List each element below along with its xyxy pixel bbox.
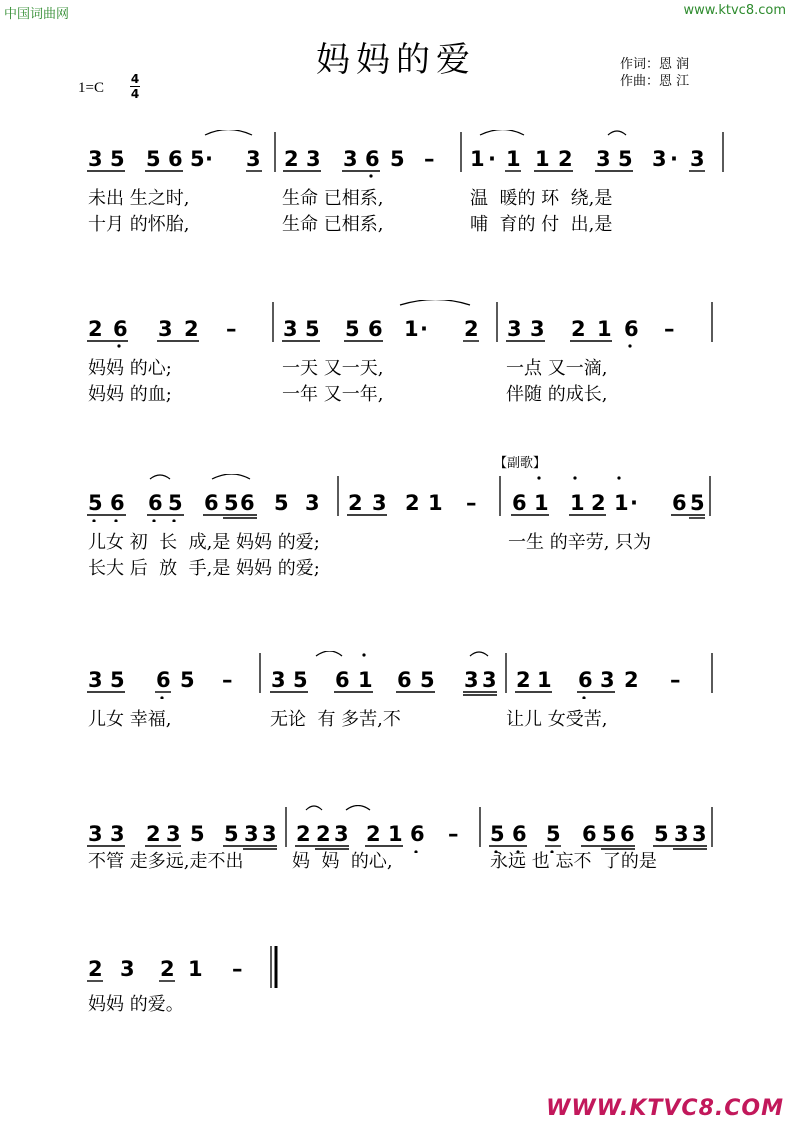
svg-text:3: 3: [596, 147, 611, 171]
svg-text:1: 1: [188, 957, 203, 981]
svg-text:3: 3: [334, 822, 349, 846]
svg-text:3: 3: [600, 668, 615, 692]
svg-text:2: 2: [296, 822, 311, 846]
svg-text:2: 2: [558, 147, 573, 171]
composer: 作曲：恩 江: [620, 74, 690, 89]
lyric: 不管 走多远,走不出: [88, 851, 244, 872]
notation-line-2: [0, 300, 792, 340]
lyric: 永远 也 忘不 了的是: [490, 851, 657, 872]
svg-text:5: 5: [110, 668, 125, 692]
lyric: 儿女 初 长 成,是 妈妈 的爱;: [88, 532, 320, 553]
svg-text:3: 3: [246, 147, 261, 171]
svg-text:5: 5: [110, 147, 125, 171]
svg-text:5: 5: [345, 317, 360, 341]
svg-text:5: 5: [546, 822, 561, 846]
lyric: 妈妈 的爱。: [88, 994, 184, 1015]
svg-text:2: 2: [146, 822, 161, 846]
notation-line-5: [0, 805, 792, 845]
svg-text:2: 2: [316, 822, 331, 846]
lyric: 无论 有 多苦,不: [270, 709, 401, 730]
lyric: 一生 的辛劳, 只为: [508, 532, 652, 553]
svg-text:6: 6: [512, 822, 527, 846]
svg-text:3: 3: [690, 147, 705, 171]
lyric: 让儿 女受苦,: [506, 709, 608, 730]
svg-text:6: 6: [365, 147, 380, 171]
svg-text:3: 3: [244, 822, 259, 846]
lyric-line-2b: [0, 380, 792, 406]
svg-text:5: 5: [180, 668, 195, 692]
svg-text:3: 3: [306, 147, 321, 171]
svg-text:–: –: [670, 668, 681, 692]
svg-text:2: 2: [348, 491, 363, 515]
lyric-line-3a: [0, 528, 792, 554]
svg-text:1: 1: [570, 491, 585, 515]
time-signature: [130, 73, 140, 100]
svg-text:5: 5: [88, 491, 103, 515]
svg-text:·: ·: [205, 147, 213, 171]
svg-text:5: 5: [293, 668, 308, 692]
svg-text:2: 2: [88, 957, 103, 981]
lyric-line-3b: [0, 554, 792, 580]
notation-line-3: [0, 474, 792, 514]
svg-text:1: 1: [506, 147, 521, 171]
svg-text:3: 3: [343, 147, 358, 171]
svg-text:3: 3: [262, 822, 277, 846]
lyric: 十月 的怀胎,: [88, 214, 190, 235]
svg-text:–: –: [466, 491, 477, 515]
svg-text:3: 3: [283, 317, 298, 341]
svg-text:3: 3: [482, 668, 497, 692]
key-signature: 1=C: [78, 80, 104, 96]
svg-text:5: 5: [602, 822, 617, 846]
svg-text:5: 5: [420, 668, 435, 692]
svg-text:3: 3: [110, 822, 125, 846]
lyric-line-2a: [0, 354, 792, 380]
svg-text:2: 2: [464, 317, 479, 341]
svg-text:3: 3: [507, 317, 522, 341]
svg-text:3: 3: [88, 822, 103, 846]
svg-text:6: 6: [110, 491, 125, 515]
time-signature-top: 4: [130, 72, 140, 86]
svg-text:5: 5: [190, 822, 205, 846]
svg-text:·: ·: [670, 147, 678, 171]
svg-text:3: 3: [120, 957, 135, 981]
svg-text:5: 5: [146, 147, 161, 171]
lyric: 一点 又一滴,: [506, 358, 608, 379]
svg-text:1: 1: [614, 491, 629, 515]
lyric-line-4a: [0, 705, 792, 731]
lyric: 儿女 幸福,: [88, 709, 172, 730]
lyric-line-1a: [0, 184, 792, 210]
svg-text:6: 6: [620, 822, 635, 846]
lyric: 长大 后 放 手,是 妈妈 的爱;: [88, 558, 320, 579]
svg-text:6: 6: [582, 822, 597, 846]
svg-text:1: 1: [534, 491, 549, 515]
site-watermark-top-left: 中国词曲网: [4, 7, 70, 22]
svg-text:–: –: [232, 957, 243, 981]
lyric: 生命 已相系,: [282, 214, 384, 235]
svg-text:·: ·: [488, 147, 496, 171]
svg-text:6: 6: [512, 491, 527, 515]
svg-text:1: 1: [537, 668, 552, 692]
svg-text:5: 5: [274, 491, 289, 515]
song-title: 妈妈的爱: [316, 40, 476, 80]
credits: [620, 56, 689, 90]
site-watermark-bottom: WWW.KTVC8.COM: [546, 1096, 784, 1121]
site-watermark-top-right: www.ktvc8.com: [683, 3, 786, 18]
svg-text:6: 6: [113, 317, 128, 341]
svg-text:5: 5: [190, 147, 205, 171]
svg-text:5: 5: [390, 147, 405, 171]
svg-text:3: 3: [692, 822, 707, 846]
svg-text:2: 2: [405, 491, 420, 515]
svg-text:2: 2: [571, 317, 586, 341]
svg-text:3: 3: [88, 147, 103, 171]
svg-text:3: 3: [674, 822, 689, 846]
svg-text:2: 2: [516, 668, 531, 692]
svg-text:3: 3: [158, 317, 173, 341]
svg-text:1: 1: [428, 491, 443, 515]
svg-text:2: 2: [591, 491, 606, 515]
svg-text:6: 6: [204, 491, 219, 515]
lyric: 哺 育的 付 出,是: [470, 214, 613, 235]
lyric: 未出 生之时,: [88, 188, 190, 209]
svg-text:6: 6: [410, 822, 425, 846]
svg-text:6: 6: [335, 668, 350, 692]
lyric: 温 暖的 环 绕,是: [470, 188, 613, 209]
svg-text:1: 1: [597, 317, 612, 341]
svg-text:6: 6: [672, 491, 687, 515]
svg-text:3: 3: [271, 668, 286, 692]
svg-text:6: 6: [578, 668, 593, 692]
notation-line-1: [0, 130, 792, 170]
lyric: 妈妈 的血;: [88, 384, 172, 405]
svg-text:1: 1: [470, 147, 485, 171]
lyric: 伴随 的成长,: [506, 384, 608, 405]
lyric-line-6a: [0, 990, 792, 1016]
svg-text:5: 5: [654, 822, 669, 846]
svg-text:6: 6: [397, 668, 412, 692]
svg-text:–: –: [226, 317, 237, 341]
svg-text:5: 5: [305, 317, 320, 341]
svg-text:3: 3: [305, 491, 320, 515]
svg-text:2: 2: [160, 957, 175, 981]
svg-text:–: –: [424, 147, 435, 171]
svg-text:5: 5: [224, 822, 239, 846]
svg-text:5: 5: [618, 147, 633, 171]
lyric: 生命 已相系,: [282, 188, 384, 209]
svg-text:3: 3: [88, 668, 103, 692]
svg-text:6: 6: [240, 491, 255, 515]
svg-text:5: 5: [168, 491, 183, 515]
svg-text:5: 5: [690, 491, 705, 515]
lyric-line-5a: [0, 847, 792, 873]
svg-text:–: –: [222, 668, 233, 692]
svg-text:2: 2: [624, 668, 639, 692]
svg-text:1: 1: [535, 147, 550, 171]
svg-text:–: –: [448, 822, 459, 846]
lyric-line-1b: [0, 210, 792, 236]
chorus-marker: 【副歌】: [494, 456, 547, 471]
svg-text:2: 2: [284, 147, 299, 171]
time-signature-bottom: 4: [130, 87, 140, 101]
svg-text:3: 3: [464, 668, 479, 692]
lyricist: 作词：恩 润: [620, 57, 690, 72]
svg-text:3: 3: [530, 317, 545, 341]
svg-text:–: –: [664, 317, 675, 341]
svg-text:3: 3: [652, 147, 667, 171]
lyric: 妈 妈 的心,: [292, 851, 393, 872]
svg-text:3: 3: [372, 491, 387, 515]
svg-text:6: 6: [156, 668, 171, 692]
notation-line-6: [0, 946, 792, 986]
svg-text:1: 1: [358, 668, 373, 692]
svg-text:3: 3: [166, 822, 181, 846]
svg-text:5: 5: [490, 822, 505, 846]
svg-text:1: 1: [388, 822, 403, 846]
svg-text:·: ·: [420, 317, 428, 341]
svg-text:1: 1: [404, 317, 419, 341]
svg-text:5: 5: [224, 491, 239, 515]
svg-text:6: 6: [148, 491, 163, 515]
lyric: 妈妈 的心;: [88, 358, 172, 379]
notation-line-4: [0, 651, 792, 691]
lyric: 一天 又一天,: [282, 358, 384, 379]
svg-text:2: 2: [184, 317, 199, 341]
svg-text:6: 6: [624, 317, 639, 341]
svg-text:·: ·: [630, 491, 638, 515]
svg-text:2: 2: [88, 317, 103, 341]
lyric: 一年 又一年,: [282, 384, 384, 405]
svg-text:2: 2: [366, 822, 381, 846]
svg-text:6: 6: [168, 147, 183, 171]
svg-text:6: 6: [368, 317, 383, 341]
